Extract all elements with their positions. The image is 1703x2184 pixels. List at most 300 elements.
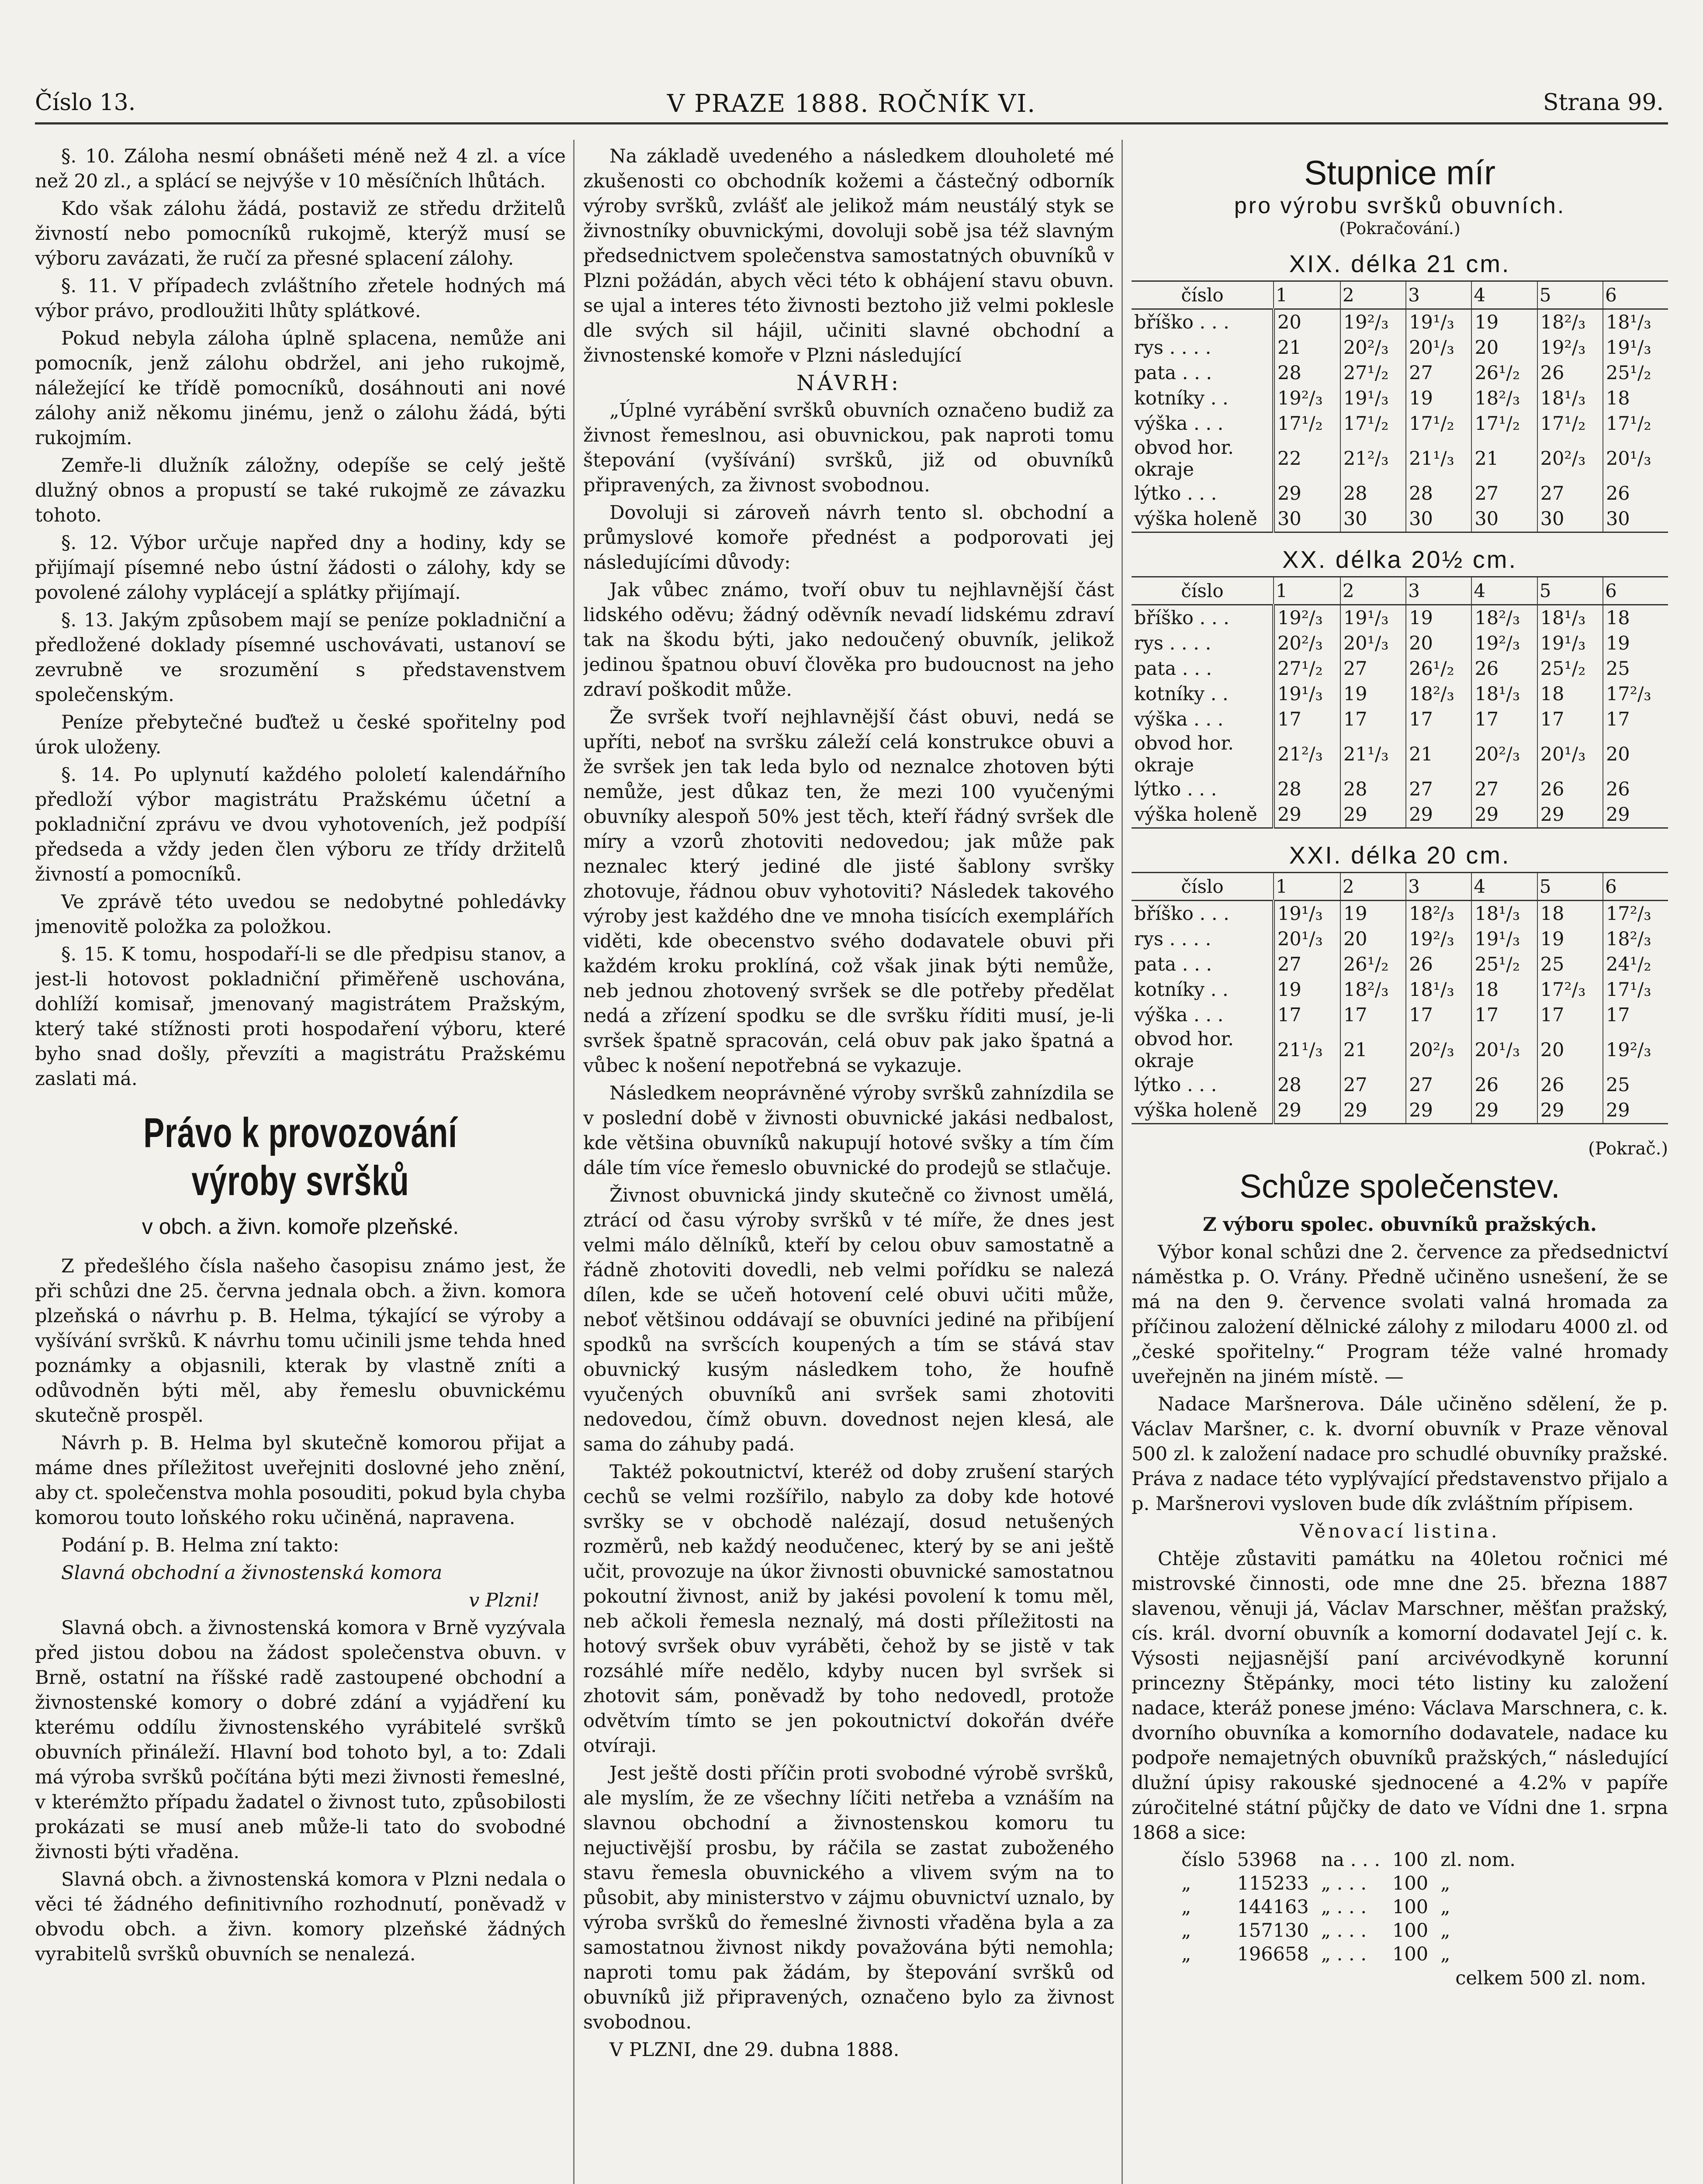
table-cell: 17¹/₂ — [1274, 411, 1340, 436]
table-cell: 20¹/₃ — [1340, 631, 1406, 656]
page-number: Strana 99. — [1543, 90, 1664, 116]
table-row — [1132, 656, 1668, 681]
table-cell: 19¹/₃ — [1274, 901, 1340, 927]
scale-header-cell: 2 — [1340, 281, 1406, 309]
table-cell: 18¹/₃ — [1537, 386, 1603, 411]
table-cell: 20¹/₃ — [1603, 436, 1668, 481]
scale-subtitle: pro výrobu svršků obuvních. — [1234, 193, 1566, 218]
table-cell: 27 — [1340, 1072, 1406, 1098]
table-cell: 30 — [1471, 506, 1537, 532]
table-cell: 18²/₃ — [1603, 926, 1668, 952]
table-cell: 26¹/₂ — [1406, 656, 1471, 681]
signature-line: V PLZNI, dne 29. dubna 1888. — [609, 2039, 900, 2061]
scale-table-title: XX. délka 20½ cm. — [1282, 546, 1517, 573]
scale-header-cell: 6 — [1603, 281, 1668, 309]
row-label: bříško . . . — [1134, 607, 1229, 629]
paragraph: Kdo však zálohu žádá, postaviž ze středu držitelů živností nebo pomocníků rukojmě, kterýž musí se výboru zavázati, že ručí za přesné splacení zálohy. — [35, 198, 566, 270]
table-row — [1132, 360, 1668, 386]
scale-header-cell: 3 — [1406, 577, 1471, 605]
table-cell: 24¹/₂ — [1603, 952, 1668, 977]
table-cell: 18²/₃ — [1471, 605, 1537, 631]
table-cell: 17 — [1603, 707, 1668, 732]
paragraph: §. 13. Jakým způsobem mají se peníze pokladniční a předložené doklady písemné uschovávati, ustanoví se zevrubně ve srozumění s představenstvem společenským. — [35, 609, 566, 706]
bond-list — [1175, 1848, 1522, 1966]
paragraph: §. 15. K tomu, hospodaří-li se dle předpisu stanov, a jest-li hotovost pokladniční přiměřeně uschována, dohlíží komisař, jmenovaný magistrátem Pražským, který také stížnosti proti hospodaření výboru, které byho snad došly, převzíti a magistrátu Pražskému zaslati má. — [35, 943, 566, 1090]
table-cell: 20¹/₃ — [1537, 732, 1603, 777]
table-cell: 18¹/₃ — [1471, 901, 1537, 927]
table-cell: 17¹/₂ — [1340, 411, 1406, 436]
table-cell: 27 — [1274, 952, 1340, 977]
table-cell: 26 — [1603, 777, 1668, 802]
table-cell: 26¹/₂ — [1471, 360, 1537, 386]
table-cell: 19¹/₃ — [1274, 681, 1340, 707]
list-cell: „ — [1440, 1873, 1450, 1894]
table-cell: 29 — [1471, 1098, 1537, 1124]
scale-main-title: Stupnice mír — [1304, 153, 1495, 192]
table-cell: 19²/₃ — [1274, 605, 1340, 631]
table-cell: 20 — [1274, 309, 1340, 335]
scale-table — [1132, 576, 1668, 829]
table-row — [1132, 707, 1668, 732]
table-cell: 17 — [1537, 1002, 1603, 1028]
list-cell: „ — [1440, 1896, 1450, 1918]
list-cell: 100 — [1392, 1943, 1429, 1965]
list-cell: „ — [1181, 1920, 1191, 1942]
table-cell: 19 — [1340, 681, 1406, 707]
table-row — [1132, 952, 1668, 977]
row-label: kotníky . . — [1134, 979, 1229, 1001]
paragraph: Podání p. B. Helma zní takto: — [61, 1534, 339, 1556]
table-cell: 20²/₃ — [1471, 732, 1537, 777]
article-title: Právo k provozování výroby svršků — [143, 1109, 457, 1204]
table-cell: 19¹/₃ — [1603, 335, 1668, 360]
table-cell: 26 — [1537, 777, 1603, 802]
scale-table — [1132, 280, 1668, 533]
table-cell: 17 — [1340, 1002, 1406, 1028]
table-cell: 28 — [1340, 777, 1406, 802]
table-cell: 28 — [1340, 481, 1406, 506]
table-cell: 21²/₃ — [1340, 436, 1406, 481]
table-cell: 20²/₃ — [1274, 631, 1340, 656]
scale-header-cell: 6 — [1603, 577, 1668, 605]
table-cell: 30 — [1603, 506, 1668, 532]
issue-number: Číslo 13. — [35, 90, 136, 116]
table-row — [1132, 901, 1668, 927]
table-row — [1132, 1028, 1668, 1072]
list-cell: 196658 — [1237, 1943, 1309, 1965]
paragraph: §. 11. V případech zvláštního zřetele hodných má výbor právo, prodloužiti lhůty splátkové. — [35, 275, 566, 322]
table-cell: 18 — [1537, 681, 1603, 707]
table-row — [1132, 386, 1668, 411]
table-row — [1132, 411, 1668, 436]
list-cell: „ . . . — [1321, 1943, 1367, 1965]
paragraph: Zemře-li dlužník záložny, odepíše se celý ještě dlužný obnos a propustí se také rukojmě ze závazku tohoto. — [35, 455, 566, 526]
row-label: lýtko . . . — [1134, 1074, 1217, 1096]
column-2 — [583, 144, 1114, 2184]
table-cell: 28 — [1274, 1072, 1340, 1098]
table-cell: 29 — [1274, 481, 1340, 506]
list-cell: na . . . — [1321, 1849, 1381, 1871]
table-cell: 25¹/₂ — [1471, 952, 1537, 977]
table-row — [1132, 1002, 1668, 1028]
table-row — [1132, 1098, 1668, 1124]
table-cell: 19¹/₃ — [1537, 631, 1603, 656]
scale-header-cell: 1 — [1274, 281, 1340, 309]
table-row — [1132, 506, 1668, 532]
table-cell: 19¹/₃ — [1340, 605, 1406, 631]
table-cell: 28 — [1274, 360, 1340, 386]
table-cell: 22 — [1274, 436, 1340, 481]
list-cell: „ . . . — [1321, 1920, 1367, 1942]
table-cell: 21 — [1274, 335, 1340, 360]
table-cell: 20²/₃ — [1406, 1028, 1471, 1072]
scale-header-cell: 4 — [1471, 281, 1537, 309]
row-label: výška . . . — [1134, 1004, 1224, 1026]
paragraph: Na základě uvedeného a následkem dlouholeté mé zkušenosti co obchodník kožemi a částečný odborník výroby svršků, zvlášť ale jelikož mám neustálý styk se živnostníky obuvnickými, dovoluji sobě jsa též slavným předsednictvem společenstva samostatných obuvníků v Plzni požádán, abych věci této k obhájení stavu obuvn. se ujal a interes této živnosti beztoho již velmi poklesle dle svých sil hájil, učiniti slavné obchodní a živnostenské komoře v Plzni následující — [583, 145, 1114, 366]
bond-total: celkem 500 zl. nom. — [1455, 1967, 1646, 1989]
row-label: rys . . . . — [1134, 928, 1211, 950]
list-cell: 115233 — [1237, 1873, 1309, 1894]
paragraph: Nadace Maršnerova. Dále učiněno sdělení, že p. Václav Maršner, c. k. dvorní obuvník v Praze věnoval 500 zl. k založení nadace pro schudlé obuvníky pražské. Práva z nadace této vyplývající představenstvo přijalo a p. Maršnerovi vysloven bude dík zvláštním přípisem. — [1132, 1393, 1668, 1515]
row-label: rys . . . . — [1134, 632, 1211, 654]
table-cell: 19 — [1340, 901, 1406, 927]
scale-header-cell: 2 — [1340, 577, 1406, 605]
table-row — [1132, 309, 1668, 335]
row-label: pata . . . — [1134, 954, 1212, 975]
table-cell: 25¹/₂ — [1537, 656, 1603, 681]
paragraph: §. 14. Po uplynutí každého pololetí kalendářního předloží výbor magistrátu Pražskému účetní a pokladniční zprávu ve dvou vyhotoveních, jež podpíší předseda a vždy jeden člen výboru ze třídy držitelů živností a pomocníků. — [35, 764, 566, 885]
table-cell: 17¹/₂ — [1537, 411, 1603, 436]
table-cell: 29 — [1603, 802, 1668, 828]
paragraph: Že svršek tvoří nejhlavnější část obuvi, nedá se upříti, neboť na svršku záleží celá konstrukce obuvi a že svršek jen tak leda bylo od neznalce zhotoven býti nemůže, jest důkaz ten, že mezi 100 vyučenými obuvníky alespoň 50% jest těch, kteří řádný svršek dle míry a vzorů zhotoviti nedovedou; jak může pak neznalec který jediné dle jisté šablony svršky zhotovuje, řádnou obuv vyhotoviti? Následek takového výroby jest každého dne ve mnoha tisících exemplářích viděti, kde obecenstvo svého dodavatele obuvi při každém kroku proklíná, což však jinak býti nemůže, neb jednou zhotovený svršek se dle potřeby předělat nedá a zřízení spodku se dle svršku říditi musí, je-li svršek špatně spracován, celá obuv pak jako špatná a vůbec k nošení nepotřebná se vykazuje. — [583, 706, 1114, 1077]
navrh-heading: NÁVRH: — [796, 371, 901, 395]
page-header — [0, 0, 1703, 131]
paragraph: Jak vůbec známo, tvoří obuv tu nejhlavnější část lidského oděvu; žádný oděvník nevadí lidskému zdraví tak na škodu býti, jako nedoučený obuvník, jelikož jedinou špatnou obuví člověka pro budoucnost na jeho zdraví poškodit může. — [583, 579, 1114, 701]
paragraph: Následkem neoprávněné výroby svršků zahnízdila se v poslední době v živnosti obuvnické jakási nedbalost, kde většina obuvníků nakupují hotové svšky a tím čím dále tím více řemeslo obuvnické do prodejů se stlačuje. — [583, 1082, 1114, 1179]
scale-header-cell: číslo — [1132, 281, 1274, 309]
table-cell: 27 — [1406, 1072, 1471, 1098]
paragraph: Výbor konal schůzi dne 2. července za předsednictví náměstka p. O. Vrány. Předně učiněno usnešení, že se má na den 9. července svolati valná hromada za příčinou zalożení dělnické zálohy z milodaru 4000 zl. od „české spořitelny.“ Program téže valné hromady uveřejněn na jiném místě. — — [1132, 1241, 1668, 1388]
table-cell: 19²/₃ — [1471, 631, 1537, 656]
list-cell: „ . . . — [1321, 1896, 1367, 1918]
table-cell: 19 — [1406, 386, 1471, 411]
paragraph: §. 12. Výbor určuje napřed dny a hodiny, kdy se přijímají písemné nebo ústní žádosti o zálohy, kdy se povolené zálohy vyplácejí a splátky přijímají. — [35, 532, 566, 604]
table-cell: 17¹/₃ — [1603, 977, 1668, 1002]
table-cell: 18²/₃ — [1340, 977, 1406, 1002]
scale-header-cell: 3 — [1406, 873, 1471, 901]
table-cell: 21¹/₃ — [1274, 1028, 1340, 1072]
table-cell: 17¹/₂ — [1603, 411, 1668, 436]
scale-table-title: XXI. délka 20 cm. — [1289, 841, 1511, 869]
table-cell: 18¹/₃ — [1406, 977, 1471, 1002]
table-cell: 30 — [1340, 506, 1406, 532]
address-line: v Plzni! — [468, 1590, 540, 1611]
header-rule — [35, 122, 1668, 124]
place-year: V PRAZE 1888. ROČNÍK VI. — [667, 90, 1036, 118]
table-cell: 30 — [1274, 506, 1340, 532]
table-cell: 29 — [1603, 1098, 1668, 1124]
section-title: Schůze společenstev. — [1239, 1168, 1560, 1205]
table-cell: 17 — [1406, 707, 1471, 732]
paragraph: Taktéž pokoutnictví, kteréž od doby zrušení starých cechů se velmi rozšířilo, nabylo za doby kde hotové svršky se v obchodě nalézají, dosud netušených rozměrů, neb každý neodučenec, který by se ani ještě učit, provozuje na úkor živnosti obuvnické samostatnou pokoutní živnost, aniž by jakési povolení k tomu měl, neb ačkoli řemesla neznalý, má dosti příležitosti na hotový svršek obuv vyráběti, čehož by se jistě v tak rozsáhlé míře nedělo, kdyby nucen byl svršek si zhotovit sám, poněvadž by toho nedovedl, protože odvětvím tímto se jen pokoutnictví dokořán dvéře otvíraji. — [583, 1461, 1114, 1757]
table-cell: 26 — [1537, 360, 1603, 386]
table-cell: 29 — [1274, 802, 1340, 828]
table-row — [1132, 605, 1668, 631]
section-subtitle: Z výboru spolec. obuvníků pražských. — [1203, 1214, 1597, 1236]
table-row — [1132, 732, 1668, 777]
table-cell: 21 — [1340, 1028, 1406, 1072]
table-cell: 27 — [1471, 481, 1537, 506]
table-cell: 19²/₃ — [1537, 335, 1603, 360]
row-label: lýtko . . . — [1134, 778, 1217, 800]
table-row — [1132, 681, 1668, 707]
table-cell: 17²/₃ — [1537, 977, 1603, 1002]
paragraph: Slavná obch. a živnostenská komora v Brně vyzývala před jistou dobou na žádost společenstva obuvn. v Brně, ostatní na říšské radě zastoupené obchodní a živnostenské komory o dobré zdání a vyjádření ku kterému oddílu živnostenského vyrábitelé svršků obuvních přináleží. Hlavní bod tohoto byl, a to: Zdali má výroba svršků počítána býti mezi živnosti řemeslné, v kterémžto případu žadatel o živnost tuto, způsobilosti prokázati se musí aneb může-li tato do svobodné živnosti býti vřaděna. — [35, 1617, 566, 1863]
table-cell: 19²/₃ — [1274, 386, 1340, 411]
scale-header-cell: 5 — [1537, 577, 1603, 605]
table-row — [1132, 631, 1668, 656]
table-cell: 29 — [1406, 802, 1471, 828]
table-row — [1132, 802, 1668, 828]
paragraph: Chtěje zůstaviti památku na 40letou ročnici mé mistrovské činnosti, ode mne dne 25. března 1887 slavenou, věnuji já, Václav Marschner, měšťan pražský, cís. král. dvorní obuvník a komorní dodavatel Její c. k. Výsosti nejjasnější paní arcivévodkyně korunní princezny Štěpánky, moci této listiny ku založení nadace, kteráž ponese jméno: Václava Marschnera, c. k. dvorního obuvníka a komorního dodavatele, nadace ku podpoře nemajetných obuvníků pražských,“ následující dlužní úpisy rakouské sjednocené a 4.2% v papíře zúročitelné státní půjčky de dato ve Vídni dne 1. srpna 1868 a sice: — [1132, 1548, 1668, 1844]
table-row — [1132, 436, 1668, 481]
table-cell: 19 — [1603, 631, 1668, 656]
paragraph: §. 10. Záloha nesmí obnášeti méně než 4 zl. a více než 20 zl., a splácí se nejvýše v 10 měsíčních lhůtách. — [35, 145, 566, 192]
table-cell: 27¹/₂ — [1340, 360, 1406, 386]
paragraph: Peníze přebytečné buďtež u české spořitelny pod úrok uloženy. — [35, 712, 566, 758]
scale-tables — [1132, 249, 1668, 1124]
table-cell: 27¹/₂ — [1274, 656, 1340, 681]
table-cell: 25 — [1537, 952, 1603, 977]
row-label: pata . . . — [1134, 658, 1212, 680]
table-cell: 26 — [1471, 1072, 1537, 1098]
scale-header-cell: 1 — [1274, 577, 1340, 605]
table-cell: 19¹/₃ — [1406, 309, 1471, 335]
table-cell: 19 — [1471, 309, 1537, 335]
scale-header-cell: číslo — [1132, 873, 1274, 901]
paragraph: „Úplné vyrábění svršků obuvních označeno budiž za živnost řemeslnou, asi obuvnickou, pak naproti tomu štepování (vyšívání) svršků, již od obuvníků připravených, za živnost svobodnou. — [583, 400, 1114, 496]
continued-note: (Pokračování.) — [1339, 219, 1461, 238]
row-label: obvod hor. okraje — [1134, 733, 1234, 776]
table-cell: 20 — [1603, 732, 1668, 777]
scale-header-cell: číslo — [1132, 577, 1274, 605]
table-cell: 19 — [1537, 926, 1603, 952]
table-cell: 19 — [1274, 977, 1340, 1002]
table-cell: 21 — [1471, 436, 1537, 481]
paragraph: Pokud nebyla záloha úplně splacena, nemůže ani pomocník, jenž zálohu obdržel, ani jeho rukojmě, náležející ke třídě pomocníků, dosáhnouti ani nové zálohy aniž někomu jinému, jenž o zálohu žádá, býti rukojmím. — [35, 328, 566, 449]
row-label: výška . . . — [1134, 413, 1224, 435]
paragraph: Jest ještě dosti příčin proti svobodné výrobě svršků, ale myslím, že ze všechny líčiti netřeba a vznáším na slavnou obchodní a živnostenskou komoru tu nejuctivější prosbu, by ráčila se zastat zuboženého stavu řemesla obuvnického a vlivem svým na to působit, aby ministerstvo v zájmu obuvnictví uznalo, by výroba svršků do řemeslné živnosti vřaděna byla a za samostatnou živnost nikdy považována býti nemohla; naproti tomu pak žádám, by štepování svršků od obuvníků již připravených, označeno bylo za živnost svobodnou. — [583, 1762, 1114, 2033]
table-cell: 27 — [1406, 360, 1471, 386]
table-cell: 21¹/₃ — [1340, 732, 1406, 777]
list-cell: 100 — [1392, 1896, 1429, 1918]
table-cell: 27 — [1406, 777, 1471, 802]
list-item — [1175, 1895, 1522, 1919]
table-cell: 26 — [1471, 656, 1537, 681]
list-item — [1175, 1848, 1522, 1872]
table-cell: 17²/₃ — [1603, 681, 1668, 707]
table-cell: 17 — [1603, 1002, 1668, 1028]
scale-header-cell: 1 — [1274, 873, 1340, 901]
table-cell: 19 — [1406, 605, 1471, 631]
table-cell: 17 — [1274, 1002, 1340, 1028]
list-cell: 100 — [1392, 1920, 1429, 1942]
table-cell: 29 — [1340, 802, 1406, 828]
table-cell: 29 — [1406, 1098, 1471, 1124]
row-label: pata . . . — [1134, 362, 1212, 384]
table-cell: 26 — [1406, 952, 1471, 977]
row-label: výška holeně — [1132, 1098, 1274, 1124]
scale-table-title: XIX. délka 21 cm. — [1289, 250, 1511, 277]
table-cell: 17 — [1471, 1002, 1537, 1028]
row-label: lýtko . . . — [1134, 483, 1217, 505]
list-cell: „ — [1181, 1873, 1191, 1894]
table-cell: 17 — [1340, 707, 1406, 732]
table-cell: 19²/₃ — [1406, 926, 1471, 952]
table-cell: 29 — [1537, 802, 1603, 828]
table-cell: 17 — [1537, 707, 1603, 732]
table-cell: 30 — [1537, 506, 1603, 532]
article-subtitle: v obch. a živn. komoře plzeňské. — [142, 1214, 459, 1239]
continued-note: (Pokrač.) — [1588, 1139, 1668, 1159]
table-cell: 20¹/₃ — [1274, 926, 1340, 952]
scale-header-cell: 4 — [1471, 577, 1537, 605]
table-cell: 21 — [1406, 732, 1471, 777]
list-item — [1175, 1919, 1522, 1942]
table-cell: 17 — [1406, 1002, 1471, 1028]
table-cell: 29 — [1537, 1098, 1603, 1124]
list-item — [1175, 1942, 1522, 1966]
table-cell: 17¹/₂ — [1406, 411, 1471, 436]
table-cell: 20¹/₃ — [1471, 1028, 1537, 1072]
table-cell: 20 — [1471, 335, 1537, 360]
scale-header-cell: 6 — [1603, 873, 1668, 901]
list-cell: zl. nom. — [1440, 1849, 1516, 1871]
paragraph: Z předešlého čísla našeho časopisu známo jest, že při schůzi dne 25. června jednala obch. a živn. komora plzeňská o návrhu p. B. Helma, týkající se výroby a vyšívání svršků. K návrhu tomu učinili jsme tehda hned poznámky a objasnili, kterak by vlastně zníti a odůvodněn býti měl, aby řemeslu obuvnickému skutečně prospěl. — [35, 1255, 566, 1427]
table-cell: 29 — [1274, 1098, 1340, 1124]
row-label: rys . . . . — [1134, 337, 1211, 359]
table-cell: 20 — [1537, 1028, 1603, 1072]
table-cell: 17¹/₂ — [1471, 411, 1537, 436]
table-cell: 18¹/₃ — [1471, 681, 1537, 707]
row-label: kotníky . . — [1134, 683, 1229, 705]
listina-heading: Věnovací listina. — [1300, 1521, 1500, 1542]
row-label: bříško . . . — [1134, 311, 1229, 333]
table-cell: 20 — [1406, 631, 1471, 656]
table-cell: 18²/₃ — [1471, 386, 1537, 411]
table-cell: 21²/₃ — [1274, 732, 1340, 777]
paragraph: Slavná obch. a živnostenská komora v Plzni nedala o věci té žádného definitivního rozhodnutí, poněvadž v obvodu obch. a živn. komory plzeňské žádných vyrabitelů svršků obuvních se nenalezá. — [35, 1869, 566, 1965]
paragraph: Dovoluji si zároveň návrh tento sl. obchodní a průmyslové komoře přednést a podporovati jej následujícími důvody: — [583, 502, 1114, 574]
table-cell: 27 — [1471, 777, 1537, 802]
list-item — [1175, 1872, 1522, 1895]
table-cell: 19¹/₃ — [1340, 386, 1406, 411]
list-cell: „ — [1181, 1896, 1191, 1918]
row-label: obvod hor. okraje — [1134, 437, 1234, 480]
table-cell: 19²/₃ — [1340, 309, 1406, 335]
paragraph: Návrh p. B. Helma byl skutečně komorou přijat a máme dnes příležitost uveřejniti doslovné jeho znění, aby ct. společenstva mohla posouditi, pokud byla chyba komorou touto loňského roku učiněná, napravena. — [35, 1432, 566, 1529]
scale-table — [1132, 872, 1668, 1124]
table-cell: 27 — [1537, 481, 1603, 506]
table-cell: 18 — [1471, 977, 1537, 1002]
table-cell: 20²/₃ — [1340, 335, 1406, 360]
column-divider — [573, 140, 575, 2184]
table-row — [1132, 977, 1668, 1002]
table-row — [1132, 1072, 1668, 1098]
table-cell: 21¹/₃ — [1406, 436, 1471, 481]
row-label: výška . . . — [1134, 708, 1224, 730]
table-cell: 20 — [1340, 926, 1406, 952]
row-label: bříško . . . — [1134, 903, 1229, 925]
table-cell: 18 — [1603, 605, 1668, 631]
table-cell: 27 — [1340, 656, 1406, 681]
column-1 — [35, 144, 566, 2184]
paragraph: Živnost obuvnická jindy skutečně co živnost umělá, ztrácí od času výroby svršků v té míře, že dnes jest velmi málo dělníků, kteří by celou obuv samostatně a řádně zhotoviti dovedli, neb velmi pořídku se nalezá dílen, kde se učeň hotovení celé obuvi učiti může, neboť většinou oddávají se obuvníci jediné na přibíjení spodků na svršcích koupených a tím se stává stav obuvnický kusým následkem toho, že houfně vyučených obuvníků ani svršek sami zhotoviti nedovedou, čímž obuvn. dovednost nejen klesá, ale sama do záhuby padá. — [583, 1185, 1114, 1455]
scale-header-cell: 3 — [1406, 281, 1471, 309]
table-cell: 25 — [1603, 1072, 1668, 1098]
table-cell: 19²/₃ — [1603, 1028, 1668, 1072]
table-cell: 26 — [1537, 1072, 1603, 1098]
table-cell: 26¹/₂ — [1340, 952, 1406, 977]
table-row — [1132, 926, 1668, 952]
list-cell: „ — [1440, 1943, 1450, 1965]
table-cell: 25 — [1603, 656, 1668, 681]
table-row — [1132, 481, 1668, 506]
list-cell: číslo — [1181, 1849, 1225, 1871]
scale-header-cell: 5 — [1537, 873, 1603, 901]
table-cell: 28 — [1406, 481, 1471, 506]
list-cell: „ — [1440, 1920, 1450, 1942]
table-cell: 29 — [1340, 1098, 1406, 1124]
table-cell: 18²/₃ — [1406, 681, 1471, 707]
scale-header-cell: 4 — [1471, 873, 1537, 901]
table-cell: 17 — [1274, 707, 1340, 732]
table-cell: 26 — [1603, 481, 1668, 506]
scale-header-cell: 2 — [1340, 873, 1406, 901]
list-cell: 53968 — [1237, 1849, 1297, 1871]
address-line: Slavná obchodní a živnostenská komora — [61, 1562, 443, 1584]
column-3 — [1132, 144, 1668, 2184]
table-cell: 18¹/₃ — [1537, 605, 1603, 631]
table-cell: 20¹/₃ — [1406, 335, 1471, 360]
list-cell: „ — [1181, 1943, 1191, 1965]
table-cell: 29 — [1471, 802, 1537, 828]
table-cell: 17 — [1471, 707, 1537, 732]
row-label: kotníky . . — [1134, 387, 1229, 409]
table-cell: 25¹/₂ — [1603, 360, 1668, 386]
table-cell: 20²/₃ — [1537, 436, 1603, 481]
table-cell: 19¹/₃ — [1471, 926, 1537, 952]
scale-header-cell: 5 — [1537, 281, 1603, 309]
table-row — [1132, 777, 1668, 802]
list-cell: 157130 — [1237, 1920, 1309, 1942]
row-label: výška holeně — [1132, 802, 1274, 828]
list-cell: 100 — [1392, 1849, 1429, 1871]
table-cell: 17²/₃ — [1603, 901, 1668, 927]
list-cell: „ . . . — [1321, 1873, 1367, 1894]
list-cell: 100 — [1392, 1873, 1429, 1894]
table-cell: 18¹/₃ — [1603, 309, 1668, 335]
table-cell: 28 — [1274, 777, 1340, 802]
paragraph: Ve zprávě této uvedou se nedobytné pohledávky jmenovitě položka za položkou. — [35, 891, 566, 938]
column-divider — [1121, 140, 1123, 2184]
table-cell: 18²/₃ — [1406, 901, 1471, 927]
row-label: obvod hor. okraje — [1134, 1028, 1234, 1072]
list-cell: 144163 — [1237, 1896, 1309, 1918]
table-cell: 18 — [1603, 386, 1668, 411]
table-cell: 18 — [1537, 901, 1603, 927]
row-label: výška holeně — [1132, 506, 1274, 532]
